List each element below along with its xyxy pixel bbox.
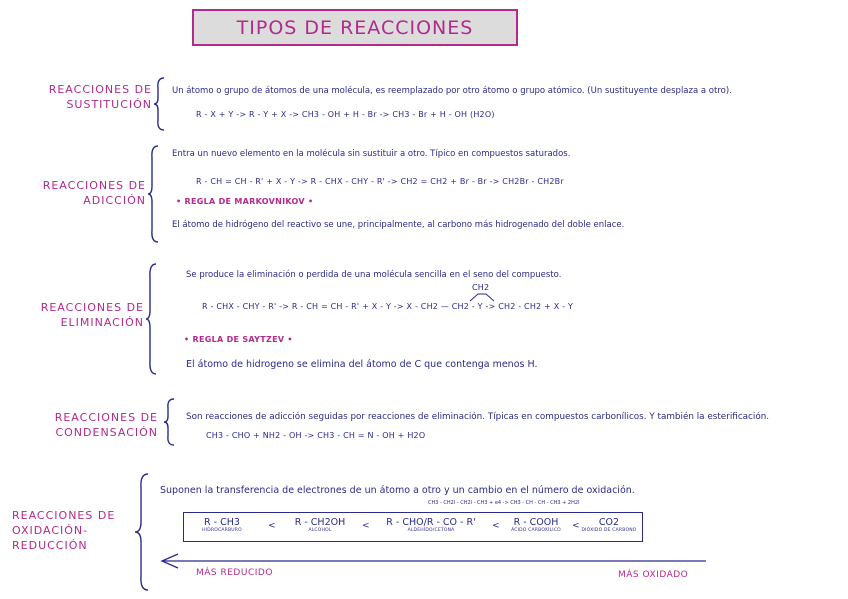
heading-line: REACCIONES DE [54,411,158,424]
scale-formula: R - CHO/R - CO - R' [386,517,476,528]
less-than: < [268,521,276,531]
less-than: < [362,521,370,531]
bracket-mark [468,292,508,302]
description: Suponen la transferencia de electrones de un átomo a otro y un cambio en el número de oxidación. [160,485,635,496]
scale-formula: CO2 [598,517,620,528]
oxidation-scale [183,512,643,542]
scale-item [580,517,638,533]
scale-name: ALCOHOL [308,528,332,533]
scale-name: ÁCIDO CARBOXÍLICO [511,528,561,533]
scale-item [280,517,360,533]
formula: R - X + Y -> R - Y + X -> CH3 - OH + H - Br -> CH3 - Br + H - OH (H2O) [196,110,495,119]
heading-eliminacion [20,300,144,330]
heading-line: SUSTITUCIÓN [66,98,152,111]
page-title: TIPOS DE REACCIONES [192,9,518,46]
brace-condensacion [164,397,178,447]
less-than: < [492,521,500,531]
heading-sustitucion [20,82,152,112]
small-formula: CH3 - CH2l - CH2l - CH3 + e4 -> CH3 - CH - CH - CH3 + 2H2l [428,500,580,506]
description: Un átomo o grupo de átomos de una molécula, es reemplazado por otro átomo o grupo atómico. (Un sustituyente desplaza a otro). [172,86,732,96]
rule-saytzev: • REGLA DE SAYTZEV • [184,335,293,344]
rule-text: El átomo de hidrógeno del reactivo se une, principalmente, al carbono más hidrogenado del doble enlace. [172,220,625,230]
heading-line: REDUCCIÓN [12,539,88,552]
heading-line: REACCIONES DE [12,509,116,522]
description: Entra un nuevo elemento en la molécula sin sustituir a otro. Típico en compuestos saturados. [172,149,571,159]
formula-top: CH2 [472,283,490,292]
rule-markovnikov: • REGLA DE MARKOVNIKOV • [176,197,314,206]
scale-name: ALDEHÍDO/CETONA [407,528,455,533]
heading-line: ADICCIÓN [83,194,146,207]
heading-line: REACCIONES DE [48,83,152,96]
heading-line: REACCIONES DE [42,179,146,192]
brace-eliminacion [146,262,160,376]
heading-condensacion [20,410,158,440]
formula: CH3 - CHO + NH2 - OH -> CH3 - CH = N - OH + H2O [206,431,426,440]
scale-formula: R - COOH [513,517,559,528]
description: Son reacciones de adicción seguidas por reacciones de eliminación. Típicas en compuestos carbonílicos. Y también la esterificación. [186,412,770,422]
scale-name: DIÓXIDO DE CARBONO [581,528,637,533]
brace-oxidacion [134,472,152,592]
scale-item [192,517,252,533]
right-label: MÁS OXIDADO [618,570,689,580]
scale-formula: R - CH2OH [294,517,346,528]
scale-name: HIDROCARBURO [202,528,242,533]
brace-sustitucion [154,76,168,132]
less-than: < [572,521,580,531]
formula: R - CH = CH - R' + X - Y -> R - CHX - CHY - R' -> CH2 = CH2 + Br - Br -> CH2Br - CH2Br [196,177,564,186]
rule-text: El átomo de hidrogeno se elimina del átomo de C que contenga menos H. [186,359,538,370]
scale-item [372,517,490,533]
heading-adiccion [20,178,146,208]
heading-line: ELIMINACIÓN [60,316,144,329]
brace-adiccion [148,144,162,244]
description: Se produce la eliminación o perdida de una molécula sencilla en el seno del compuesto. [186,270,562,280]
left-label: MÁS REDUCIDO [196,568,273,578]
formula: R - CHX - CHY - R' -> R - CH = CH - R' + X - Y -> X - CH2 — CH2 - Y -> CH2 - CH2 + X - Y [202,302,574,311]
heading-line: CONDENSACIÓN [55,426,158,439]
heading-line: OXIDACIÓN- [12,524,89,537]
heading-oxidacion-reduccion [12,508,124,553]
reduction-oxidation-arrow [160,553,708,569]
heading-line: REACCIONES DE [40,301,144,314]
scale-formula: R - CH3 [204,517,240,528]
scale-item [502,517,570,533]
